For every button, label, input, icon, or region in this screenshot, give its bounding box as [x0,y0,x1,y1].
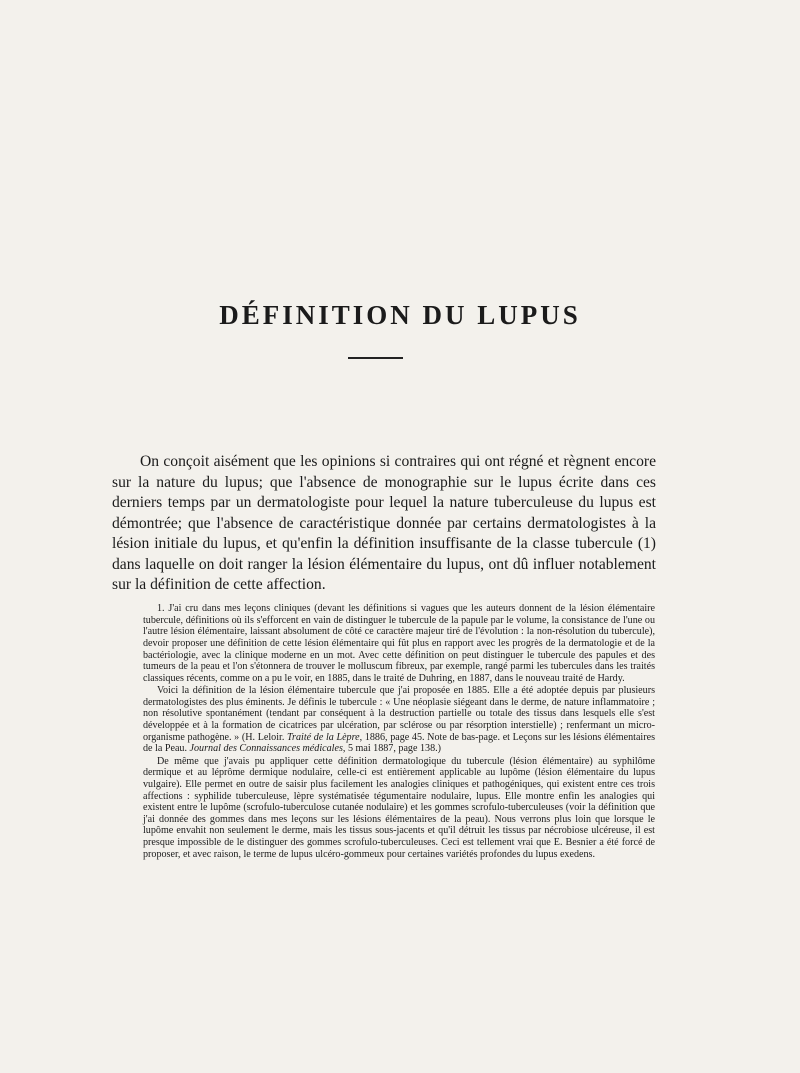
footnote-citation-title: Traité de la Lèpre [287,731,360,743]
footnotes [143,603,655,861]
footnote-text: , 1886, page 45. Note de bas-page. et Leçons sur les lésions élémentaires de la Peau. [143,731,655,755]
title-divider [348,357,403,359]
footnote-text: , 5 mai 1887, page 138.) [342,743,442,755]
footnote-text: Voici la définition de la lésion élémentaire tubercule que j'ai proposée en 1885. Elle a été adoptée depuis par plusieurs dermatologistes des plus éminents. Je définis le tubercule : « Une néoplasie siégeant dans le derme, de nature inflammatoire ; non résolutive spontanément (tendant par conséquent à la destruction partielle ou totale des tissus dans lesquels elle s'est développée et à la formation de cicatrices par ulcération, par sclérose ou par résorption interstielle) ; renfermant un micro-organisme pathogène. » (H. Leloir. [143,685,655,743]
footnote-journal-title: Journal des Connaissances médicales [189,743,343,755]
main-paragraph: On conçoit aisément que les opinions si contraires qui ont régné et règnent encore sur la nature du lupus; que l'absence de monographie sur le lupus écrite dans ces derniers temps par un dermatologiste pour lequel la nature tuberculeuse du lupus est démontrée; que l'absence de caractéristique donnée par certains dermatologistes à la lésion initiale du lupus, et qu'enfin la définition insuffisante de la classe tubercule (1) dans laquelle on doit ranger la lésion élémentaire du lupus, ont dû influer notablement sur la définition de cette affection. [112,453,656,593]
footnote-paragraph-3: De même que j'avais pu appliquer cette définition dermatologique du tubercule (lésion élémentaire) au syphilôme dermique et au léprôme dermique nodulaire, celle-ci est entièrement applicable au lupôme (lésion élémentaire du lupus vulgaire). Elle permet en outre de saisir plus facilement les analogies cliniques et pathogéniques, qui existent entre ces trois affections : syphilide tuberculeuse, lèpre systématisée tégumentaire nodulaire, lupus. Elle montre enfin les analogies qui existent entre le lupôme (scrofulo-tuberculose cutanée nodulaire) et les gommes scrofulo-tuberculeuses (voir la définition que j'ai donnée des gommes dans mes leçons sur les lésions élémentaires de la peau). Nous verrons plus loin que lorsque le lupôme envahit non seulement le derme, mais les tissus sous-jacents et qu'il détruit les tissus par nécrobiose ulcéreuse, il est presque impossible de le distinguer des gommes scrofulo-tuberculeuses. Ceci est tellement vrai que E. Besnier a été forcé de proposer, et avec raison, le terme de lupus ulcéro-gommeux pour certaines variétés profondes du lupus exedens. [143,755,655,860]
footnote-paragraph-2 [143,685,655,755]
page-title: DÉFINITION DU LUPUS [219,300,581,331]
footnote-paragraph-1: 1. J'ai cru dans mes leçons cliniques (devant les définitions si vagues que les auteurs donnent de la lésion élémentaire tubercule, définitions où ils s'efforcent en vain de distinguer le tubercule de la papule par le volume, la consistance de l'une ou l'autre lésion élémentaire, laissant absolument de côté ce caractère majeur tiré de l'évolution : la non-résolution du tubercule), devoir proposer une définition de cette lésion élémentaire qui fût plus en rapport avec les progrès de la dermatologie et de la bactériologie, avec la clinique moderne en un mot. Avec cette définition on peut distinguer le tubercule des papules et des tumeurs de la peau et l'on s'étonnera de trouver le molluscum fibreux, par exemple, rangé parmi les tubercules dans les traités classiques récents, comme on a pu le voir, en 1885, dans le traité de Duhring, en 1887, dans le nouveau traité de Hardy. [143,603,655,684]
